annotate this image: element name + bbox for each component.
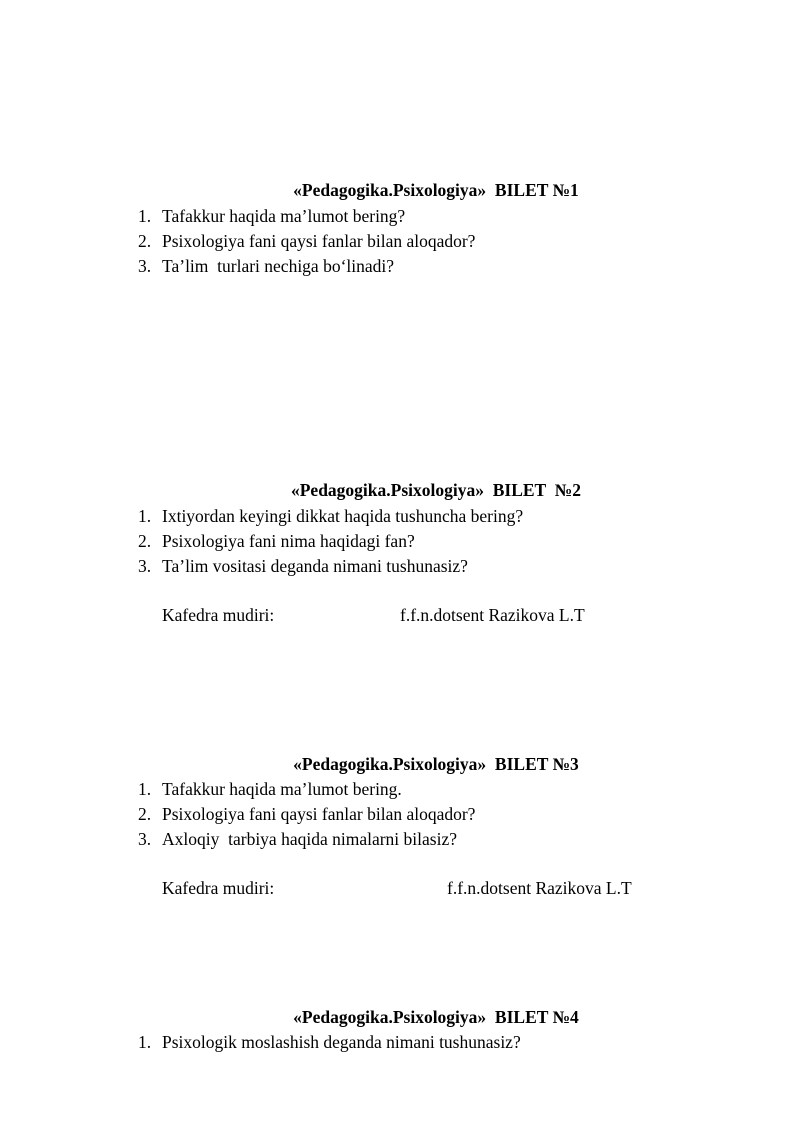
- ticket-2-question-2: 2. Psixologiya fani nima haqidagi fan?: [138, 531, 415, 551]
- ticket-3-title: «Pedagogika.Psixologiya» BILET №3: [293, 754, 579, 774]
- ticket-4-question-1: 1. Psixologik moslashish deganda nimani tushunasiz?: [138, 1032, 521, 1052]
- ticket-1-question-2: 2. Psixologiya fani qaysi fanlar bilan aloqador?: [138, 231, 476, 251]
- ticket-2-title: «Pedagogika.Psixologiya» BILET №2: [290, 480, 581, 500]
- ticket-1-question-1: 1. Tafakkur haqida ma’lumot bering?: [138, 206, 406, 226]
- ticket-3-signature-label: Kafedra mudiri:: [162, 878, 275, 898]
- ticket-1-question-3: 3. Ta’lim turlari nechiga bo‘linadi?: [138, 256, 395, 276]
- ticket-1-title: «Pedagogika.Psixologiya» BILET №1: [293, 180, 579, 200]
- ticket-2-question-1: 1. Ixtiyordan keyingi dikkat haqida tushuncha bering?: [138, 506, 524, 526]
- ticket-2-signature-name: f.f.n.dotsent Razikova L.T: [400, 605, 585, 625]
- ticket-3-question-3: 3. Axloqiy tarbiya haqida nimalarni bilasiz?: [138, 829, 457, 849]
- ticket-3-signature-name: f.f.n.dotsent Razikova L.T: [447, 878, 632, 898]
- ticket-2-question-3: 3. Ta’lim vositasi deganda nimani tushunasiz?: [138, 556, 468, 576]
- ticket-3-question-2: 2. Psixologiya fani qaysi fanlar bilan aloqador?: [138, 804, 476, 824]
- ticket-3-question-1: 1. Tafakkur haqida ma’lumot bering.: [138, 779, 402, 799]
- ticket-4-title: «Pedagogika.Psixologiya» BILET №4: [293, 1007, 579, 1027]
- ticket-2-signature-label: Kafedra mudiri:: [162, 605, 275, 625]
